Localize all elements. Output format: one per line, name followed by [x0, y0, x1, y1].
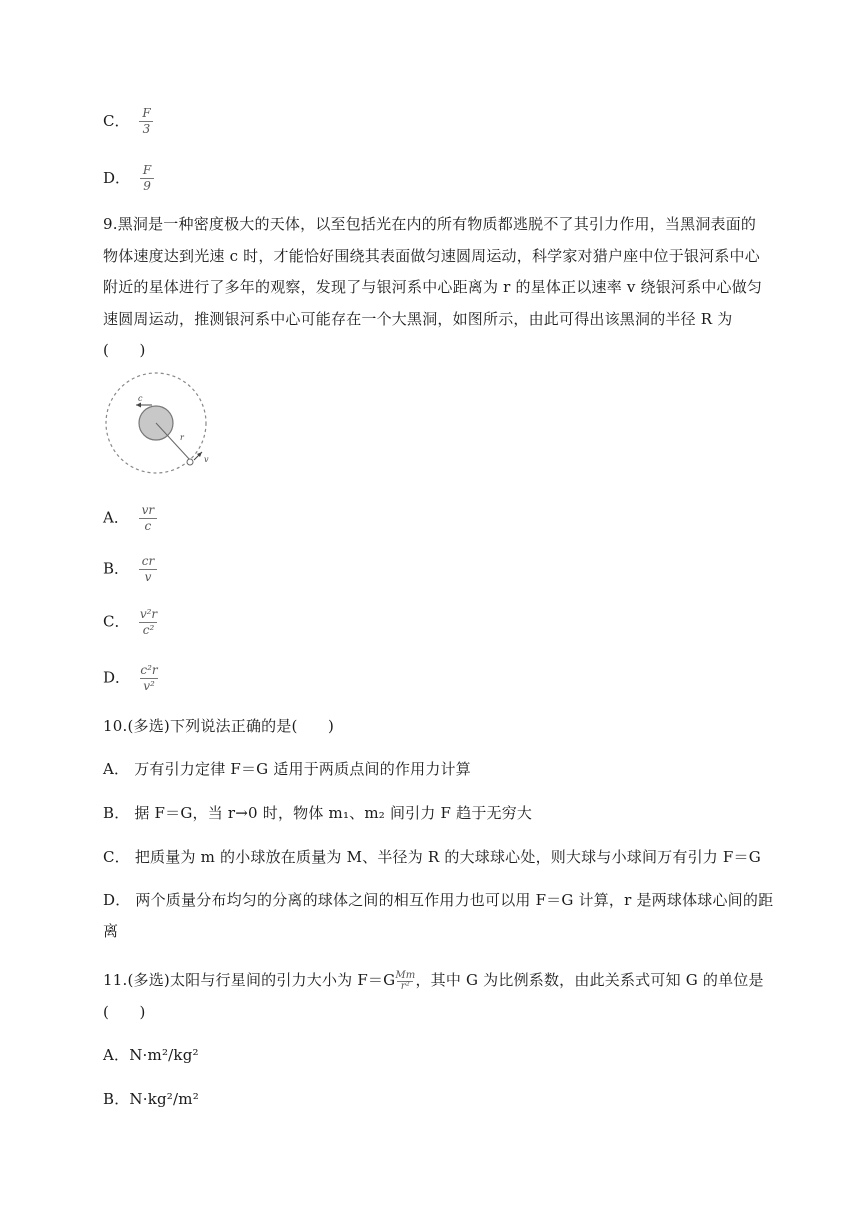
q9-stem-line-4: 速圆周运动，推测银河系中心可能存在一个大黑洞，如图所示，由此可得出该黑洞的半径 R 为 — [103, 310, 733, 328]
q10-stem: 10.(多选)下列说法正确的是( ) — [103, 717, 335, 735]
q10-option-a: A． 万有引力定律 F＝G 适用于两质点间的作用力计算 — [103, 760, 471, 778]
fraction — [139, 555, 157, 584]
q9-option-a — [103, 504, 157, 533]
fraction — [140, 164, 154, 193]
fraction-denominator: c² — [142, 623, 155, 637]
q11-stem-line-1 — [103, 969, 764, 992]
q10-option-d-line-2: 离 — [103, 922, 119, 940]
q11-stem-post: ，其中 G 为比例系数，由此关系式可知 G 的单位是 — [415, 971, 764, 989]
fraction-numerator: F — [142, 163, 152, 177]
orbiting-star — [187, 459, 193, 465]
option-label: D． — [103, 668, 131, 687]
q11-option-b: B．N·kg²/m² — [103, 1090, 199, 1108]
fraction-numerator: F — [142, 106, 151, 120]
fraction-denominator: v² — [143, 679, 155, 693]
label-r: r — [180, 433, 184, 442]
fraction-denominator: r² — [400, 980, 410, 992]
option-label: C． — [103, 612, 130, 631]
option-label: A． — [103, 508, 129, 527]
inline-fraction — [395, 971, 415, 992]
fraction-denominator: 9 — [143, 179, 151, 193]
q10-option-c: C． 把质量为 m 的小球放在质量为 M、半径为 R 的大球球心处，则大球与小球间万有引力 F＝G — [103, 848, 761, 866]
label-v: v — [204, 455, 209, 464]
fraction-numerator: Mm — [395, 969, 416, 981]
option-label: C． — [103, 111, 130, 130]
q9-stem-line-2: 物体速度达到光速 c 时，才能恰好围绕其表面做匀速圆周运动，科学家对猎户座中位于银河系中心 — [103, 247, 760, 265]
q9-option-b — [103, 555, 157, 584]
q8-option-c — [103, 107, 153, 136]
fraction-numerator: c²r — [140, 663, 158, 677]
fraction-numerator: v²r — [139, 607, 158, 621]
fraction-denominator: 3 — [142, 122, 151, 136]
fraction-denominator: v — [144, 570, 152, 584]
label-c: c — [138, 394, 143, 403]
q9-stem-line-1: 9.黑洞是一种密度极大的天体，以至包括光在内的所有物质都逃脱不了其引力作用，当黑洞表面的 — [103, 215, 757, 233]
fraction-numerator: vr — [141, 503, 155, 517]
q9-stem-line-5: ( ) — [103, 341, 146, 359]
q10-option-b: B． 据 F＝G，当 r→0 时，物体 m₁、m₂ 间引力 F 趋于无穷大 — [103, 804, 533, 822]
q11-stem-line-2: ( ) — [103, 1003, 146, 1021]
q11-option-a: A．N·m²/kg² — [103, 1046, 199, 1064]
fraction — [140, 664, 158, 693]
q9-option-d — [103, 664, 158, 693]
q11-stem-pre: 11.(多选)太阳与行星间的引力大小为 F＝G — [103, 971, 396, 989]
option-label: B． — [103, 559, 130, 578]
black-hole-orbit-figure — [100, 368, 212, 480]
fraction-numerator: cr — [141, 554, 155, 568]
fraction — [139, 107, 153, 136]
q9-stem-line-3: 附近的星体进行了多年的观察，发现了与银河系中心距离为 r 的星体正以速率 v 绕银河系中心做匀 — [103, 278, 763, 296]
q9-option-c — [103, 608, 157, 637]
radius-line — [156, 423, 190, 460]
fraction — [139, 608, 157, 637]
fraction — [139, 504, 157, 533]
q10-option-d-line-1: D． 两个质量分布均匀的分离的球体之间的相互作用力也可以用 F＝G 计算，r 是两球体球心间的距 — [103, 891, 774, 909]
q8-option-d — [103, 164, 154, 193]
arrowhead-c — [136, 403, 141, 408]
option-label: D． — [103, 168, 131, 187]
fraction-denominator: c — [144, 519, 152, 533]
